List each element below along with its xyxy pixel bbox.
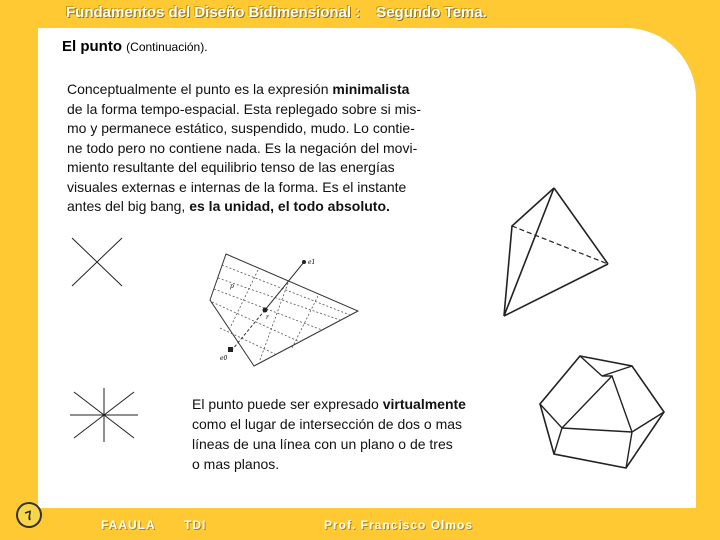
text-line: de la forma tempo-espacial. Esta replegado sobre si mis-	[67, 100, 422, 117]
label-r: r	[266, 314, 269, 321]
header-title: Fundamentos del Diseño Bidimensional :	[66, 4, 361, 21]
tetrahedron-figure	[498, 182, 616, 320]
text-line: El punto puede ser expresado	[192, 396, 383, 412]
paragraph-concept	[67, 80, 487, 217]
page-number: 7	[23, 506, 35, 524]
text-line: como el lugar de intersección de dos o mas	[192, 416, 463, 432]
text-line: visuales externas e internas de la forma. Es el instante	[67, 178, 407, 195]
section-heading	[62, 38, 208, 55]
text-line: ne todo pero no contiene nada. Es la negación del movi-	[67, 139, 418, 156]
plane-intersection-figure	[200, 248, 365, 373]
text-line: Conceptualmente el punto es la expresión	[67, 81, 333, 97]
label-e1: e1	[308, 259, 316, 266]
section-note: (Continuación).	[126, 40, 208, 54]
section-title: El punto	[62, 38, 122, 55]
text-line: mo y permanece estático, suspendido, mudo. Lo contie-	[67, 120, 415, 136]
polyhedron-figure	[536, 350, 668, 478]
footer-org: FAAULA	[101, 518, 156, 532]
crossing-lines-figure	[66, 232, 128, 292]
label-e0: e0	[220, 355, 228, 362]
text-line: o mas planos.	[192, 456, 280, 472]
emphasis-text: es la unidad, el todo absoluto.	[189, 198, 390, 214]
text-line: miento resultante del equilibrio tenso de las energías	[67, 159, 395, 175]
emphasis-text: minimalista	[332, 81, 410, 97]
header-subtitle: Segundo Tema.	[376, 4, 487, 21]
text-line: antes del big bang,	[67, 198, 190, 214]
footer-author: Prof. Francisco Olmos	[324, 518, 474, 532]
text-line: líneas de una línea con un plano o de tres	[192, 436, 453, 452]
label-p: p	[230, 283, 234, 290]
emphasis-text: virtualmente	[382, 396, 466, 412]
radiating-lines-figure	[68, 386, 140, 444]
footer-course: TDI	[184, 518, 207, 532]
paragraph-virtual	[192, 394, 522, 474]
slide-title	[66, 4, 487, 21]
